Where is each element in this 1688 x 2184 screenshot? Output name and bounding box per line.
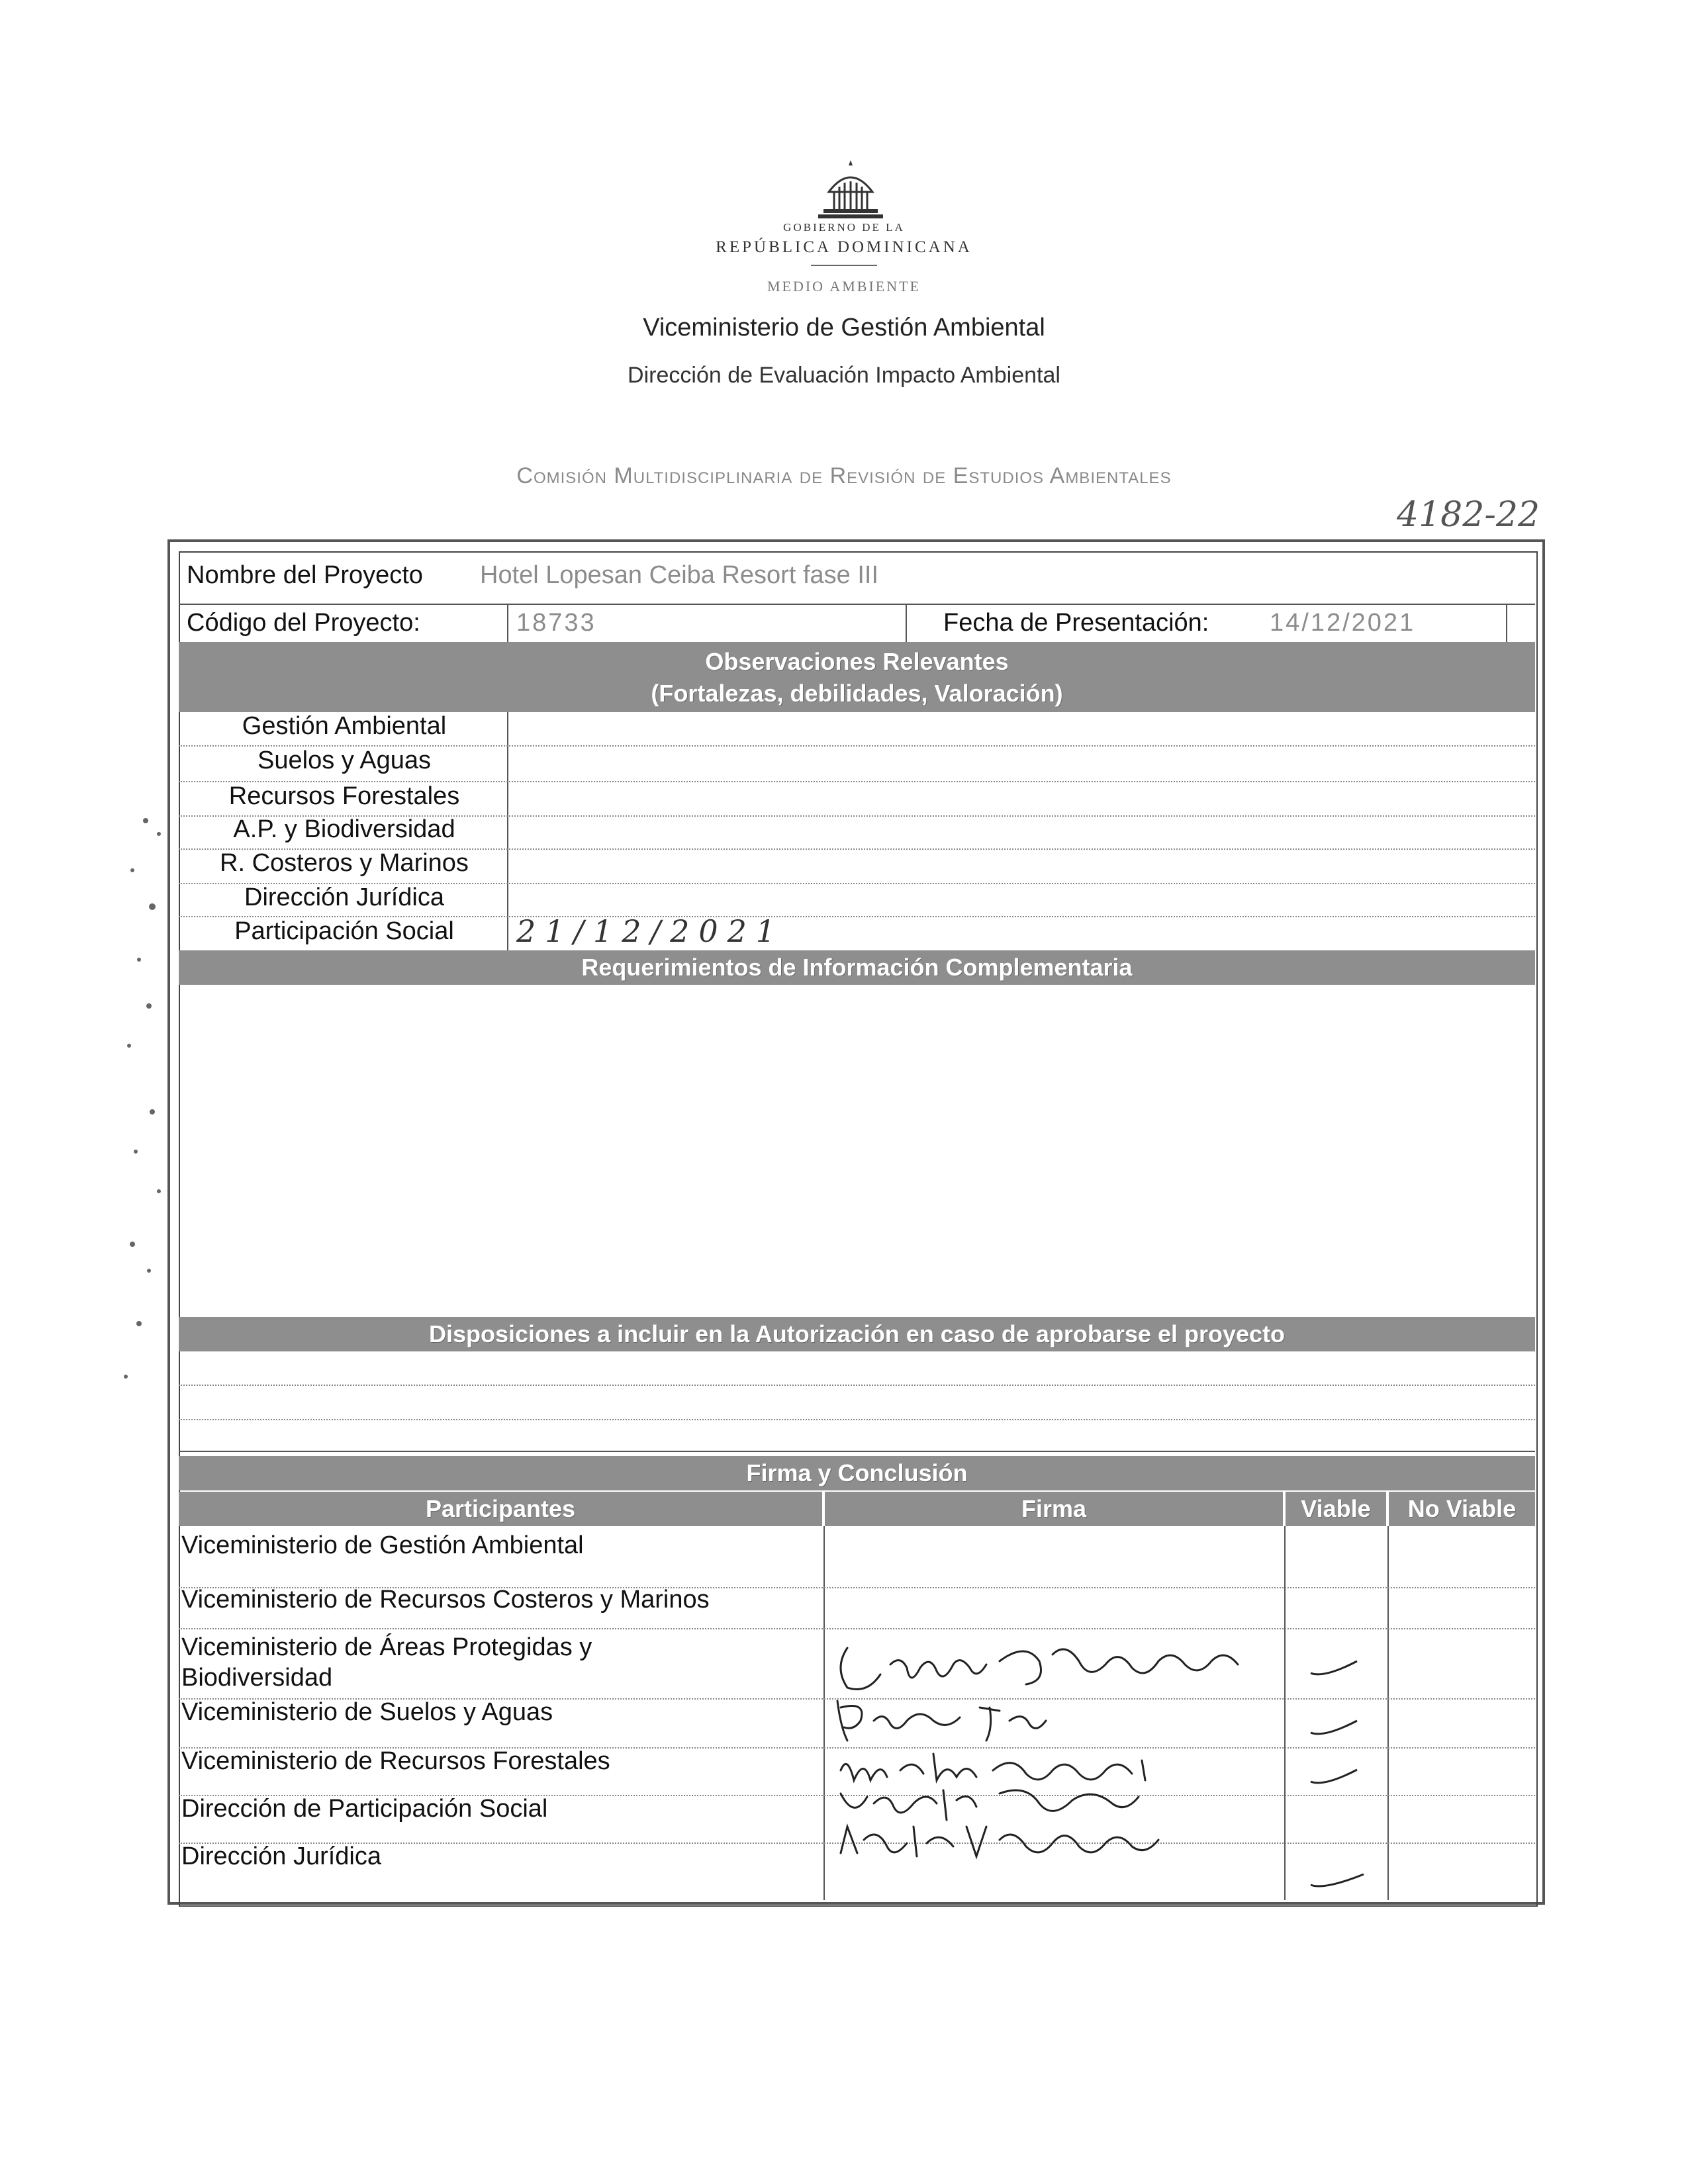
participant-name: Viceministerio de Recursos Forestales [181, 1747, 610, 1775]
presentation-date-value: 14/12/2021 [1270, 609, 1416, 637]
participants-column-header: Participantes [179, 1492, 822, 1526]
project-code-label: Código del Proyecto: [187, 609, 420, 637]
observation-category: Suelos y Aguas [258, 747, 431, 774]
divider [1284, 1526, 1286, 1900]
observation-category: Recursos Forestales [228, 782, 460, 810]
divider [179, 1419, 1535, 1420]
requirements-content-area [179, 985, 1535, 1309]
observation-category: Dirección Jurídica [244, 884, 444, 911]
direction-title: Dirección de Evaluación Impacto Ambiental [628, 363, 1060, 388]
viable-check-icon [1297, 1763, 1377, 1790]
viceministry-title: Viceministerio de Gestión Ambiental [643, 314, 1045, 341]
viable-check-icon [1297, 1655, 1377, 1681]
national-seal-icon [814, 158, 887, 224]
government-line-2: REPÚBLICA DOMINICANA [716, 238, 972, 256]
divider [823, 1526, 825, 1900]
divider [507, 605, 508, 642]
observation-category: Gestión Ambiental [242, 712, 447, 740]
observations-header [179, 642, 1535, 712]
project-code-value: 18733 [516, 609, 596, 637]
participant-name: Viceministerio de Áreas Protegidas y Biodiversidad [181, 1633, 592, 1692]
divider [179, 1385, 1535, 1386]
ministry-name: MEDIO AMBIENTE [767, 278, 921, 295]
requirements-header: Requerimientos de Información Complementaria [179, 950, 1535, 985]
participant-name: Viceministerio de Suelos y Aguas [181, 1698, 553, 1726]
divider [179, 1451, 1535, 1452]
government-line-1: GOBIERNO DE LA [783, 221, 905, 234]
participant-name: Viceministerio de Gestión Ambiental [181, 1531, 584, 1559]
divider [906, 605, 907, 642]
participant-name: Viceministerio de Recursos Costeros y Marinos [181, 1586, 710, 1614]
viable-column-header: Viable [1286, 1492, 1386, 1526]
viable-check-icon [1297, 1714, 1377, 1741]
observation-category: A.P. y Biodiversidad [233, 815, 455, 843]
dispositions-header: Disposiciones a incluir en la Autorización en caso de aprobarse el proyecto [179, 1317, 1535, 1351]
project-name-label: Nombre del Proyecto [187, 561, 423, 589]
handwritten-signatures [827, 1628, 1284, 1899]
divider [179, 604, 1535, 605]
project-name-value: Hotel Lopesan Ceiba Resort fase III [480, 561, 879, 589]
signature-column-header: Firma [825, 1492, 1283, 1526]
observation-category: Participación Social [234, 917, 454, 945]
observations-title: Observaciones Relevantes [705, 648, 1009, 675]
not-viable-column-header: No Viable [1389, 1492, 1535, 1526]
divider [1387, 1526, 1389, 1900]
presentation-date-label: Fecha de Presentación: [943, 609, 1209, 637]
participant-name: Dirección Jurídica [181, 1843, 381, 1870]
divider [1506, 605, 1507, 642]
commission-title: Comisión Multidisciplinaria de Revisión de Estudios Ambientales [516, 463, 1172, 488]
header-divider [811, 265, 877, 266]
handwritten-reference: 4182-22 [1397, 495, 1540, 535]
observation-category: R. Costeros y Marinos [220, 849, 469, 877]
signatures-header: Firma y Conclusión [179, 1456, 1535, 1490]
handwritten-date: 21/12/2021 [516, 913, 785, 949]
observations-subtitle: (Fortalezas, debilidades, Valoración) [651, 680, 1063, 707]
viable-check-icon [1297, 1866, 1377, 1893]
participant-name: Dirección de Participación Social [181, 1795, 548, 1823]
